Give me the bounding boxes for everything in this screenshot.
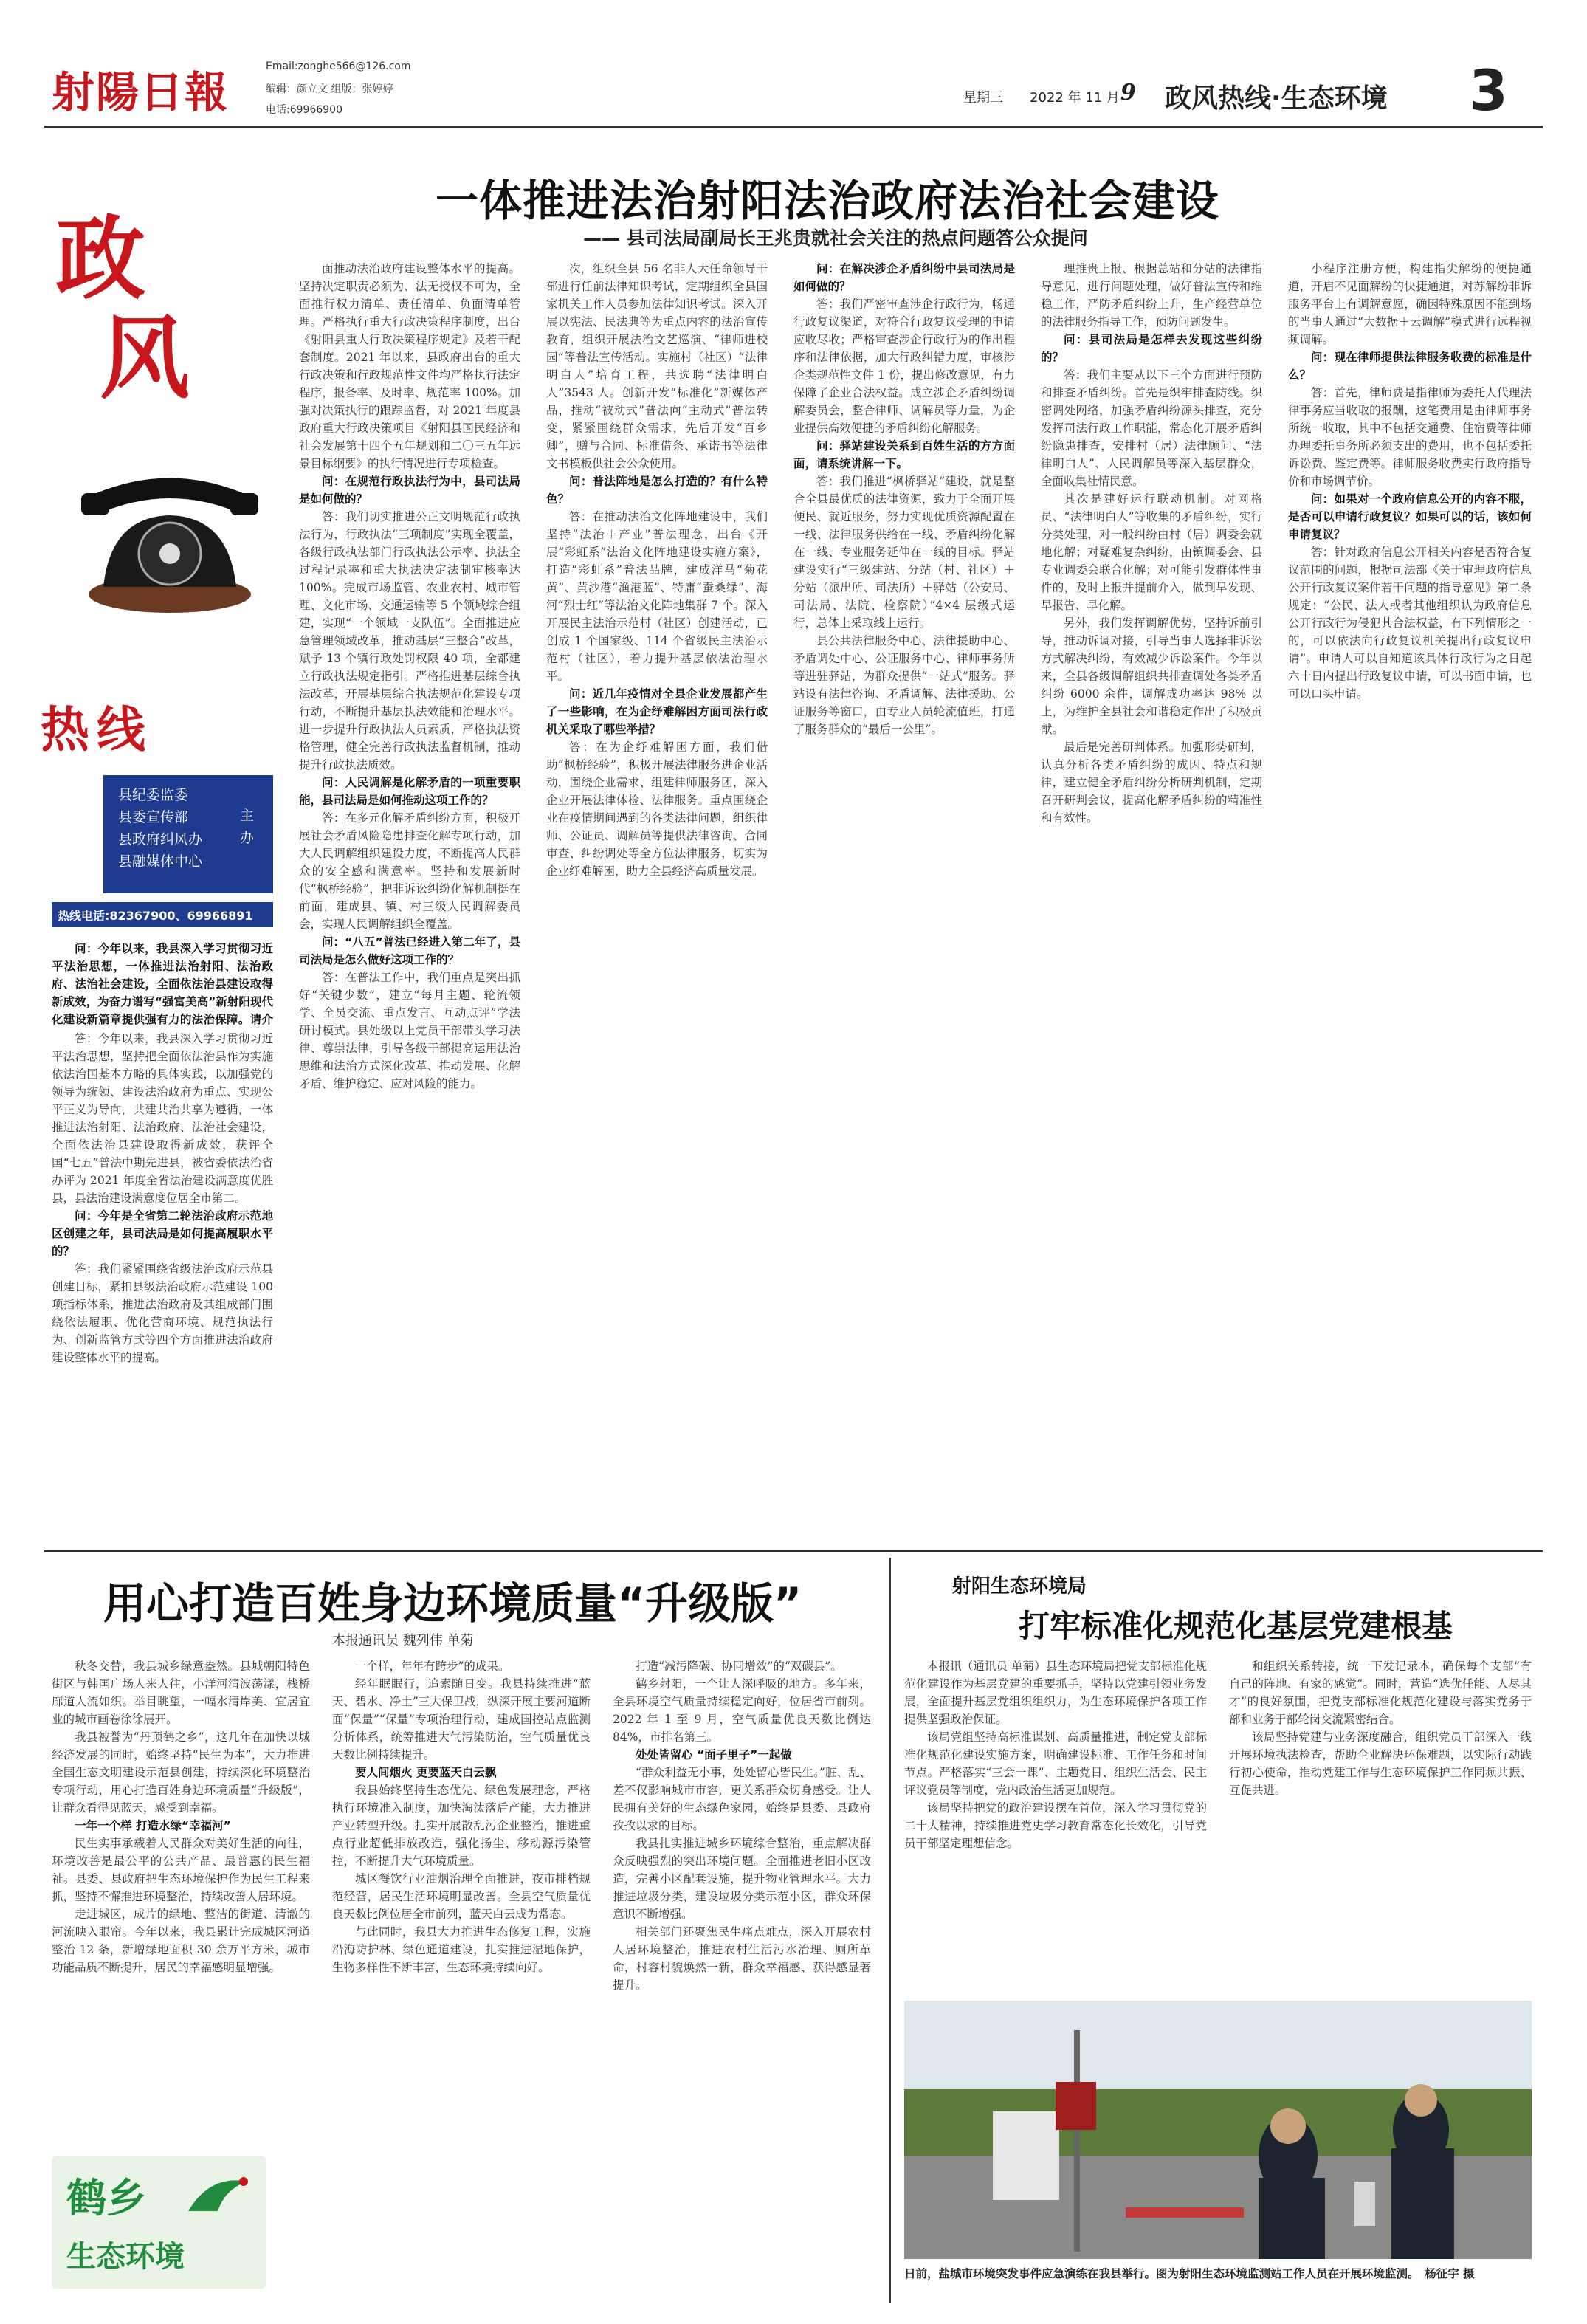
news-photo [904,2001,1532,2259]
env-byline: 本报通讯员 魏列伟 单菊 [332,1633,474,1649]
hotline-text: 热线电话:82367900、69966891 [58,909,253,923]
masthead: 射陽日報 [52,67,230,117]
main-col-5: 理推贵上报、根据总站和分站的法律指导意见，进行问题处理，做好普法宣传和维稳工作，严防矛盾纠纷上升，生产经营单位的法律服务指导工作，预防问题发生。 问：县司法局是怎样去发现这些纠纷的？ 答：我们主要从以下三个方面进行预防和排查矛盾纠纷。首先是织牢排查防线。织密调处网络，加强矛盾纠纷源头排查，充分发挥司法行政工作职能，常态化开展矛盾纠纷隐患排查，安排村（居）法律顾问、“法律明白人”、人民调解员等深入基层群众，全面收集社情民意。 其次是建好运行联动机制。对网格员、“法律明白人”等收集的矛盾纠纷，实行分类处理，对一般纠纷由村（居）调委会就地化解；对疑难复杂纠纷，由镇调委会、县专业调委会联合化解；对可能引发群体性事件的，及时上报并提前介入，做到早发现、早报告、早化解。 另外，我们发挥调解优势，坚持诉前引导，推动诉调对接，引导当事人选择非诉讼方式解决纠纷，有效减少诉讼案件。今年以来，全县各级调解组织共排查调处各类矛盾纠纷 6000 余件，调解成功率达 98% 以上，为维护全县社会和谐稳定作出了积极贡献。 最后是完善研判体系。加强形势研判，认真分析各类矛盾纠纷的成因、特点和规律，建立健全矛盾纠纷分析研判机制，定期召开研判会议，提高化解矛盾纠纷的精准性和有效性。 [1041,262,1262,825]
section-divider [44,1550,1543,1552]
section-title: 政风热线·生态环境 [1165,83,1388,114]
main-col-3: 次，组织全县 56 名非人大任命领导干部进行任前法律知识考试，定期组织全县国家机关工作人员参加法律知识考试。深入开展以宪法、民法典等为重点内容的法治宣传教育，组织开展法治文艺巡演、“律师进校园”等普法宣传活动。实施村（社区）“法律明白人”培育工程，共选聘“法律明白人”3543 人。创新开发“标准化”新媒体产品，推动“被动式”普法向“主动式”普法转变，紧紧围绕群众需求，先后开发“百乡卿”，赠与合同、标准借条、承诺书等法律文书模板供社会公众使用。 问：普法阵地是怎么打造的？有什么特色？ 答：在推动法治文化阵地建设中，我们坚持“法治＋产业”普法理念，出台《开展“彩虹系”法治文化阵地建设实施方案》，打造“彩虹系”普法品牌，建成洋马“菊花黄”、黄沙港“渔港蓝”、特庸“蚕桑绿”、海河“烈士红”等法治文化阵地集群 7 个。深入开展民主法治示范村（社区）创建活动，已创成 1 个国家级、114 个省级民主法治示范村（社区），着力提升基层依法治理水平。 问：近几年疫情对全县企业发展都产生了一些影响，在为企纾难解困方面司法行政机关采取了哪些举措？ 答：在为企纾难解困方面，我们借助“枫桥经验”，积极开展法律服务进企业活动，围绕企业需求、组建律师服务团，深入企业开展法律体检、法律服务。重点围绕企业在疫情期间遇到的各类法律问题，组织律师、公证员、调解员等提供法律咨询、合同审查、纠纷调处等全方位法律服务，切实为企业纾难解困，助力全县经济高质量发展。 [546,262,768,878]
header-weekday: 星期三 [963,90,1003,106]
logo-text-1: 鹤乡 [66,2174,146,2221]
header-day: 9 [1120,80,1136,106]
header-email: Email:zonghe566@126.com [266,61,411,72]
sidebar-title-zheng: 政 [55,205,145,312]
organizer-item: 县委宣传部 [118,809,189,825]
photo-caption-text: 日前，盐城市环境突发事件应急演练在我县举行。图为射阳生态环境监测站工作人员在开展环境监测。 杨征宇 摄 [904,2266,1475,2280]
header-phone: 电话:69966900 [266,104,342,116]
right-column-rule [889,1558,891,2303]
header-editors: 编辑：颜立文 组版：张婷婷 [266,83,393,95]
main-col-2: 面推动法治政府建设整体水平的提高。坚持决定职责必须为、法无授权不可为，全面推行权力清单、责任清单、负面清单管理。严格执行重大行政决策程序制度，出台《射阳县重大行政决策程序规定》及若干配套制度。2021 年以来，县政府出台的重大行政决策和行政规范性文件均严格执行法定程序，报备率、及时率、规范率 100%。加强对决策执行的跟踪监督，对 2021 年度县政府重大行政决策项目《射阳县国民经济和社会发展第十四个五年规划和二〇三五年远景目标纲要》的执行情况进行专项检查。 问：在规范行政执法行为中，县司法局是如何做的？ 答：我们切实推进公正文明规范行政执法行为，行政执法“三项制度”实现全覆盖，各级行政执法部门行政执法公示率、执法全过程记录率和重大执法决定法制审核率达 100%。完成市场监管、农业农村、城市管理、文化市场、交通运输等 5 个领域综合组建，实现“一个领域一支队伍”。全面推进应急管理领域改革，推动基层“三整合”改革，赋予 13 个镇行政处罚权限 40 项，全都建立行政执法规定指引。严格推进基层综合执法改革，开展基层综合执法规范化建设专项行动，不断提升基层执法效能和治理水平。进一步提升行政执法人员素质，严格执法资格管理，健全完善行政执法监督机制，推动提升行政执法质效。 问：人民调解是化解矛盾的一项重要职能，县司法局是如何推动这项工作的？ 答：在多元化解矛盾纠纷方面，积极开展社会矛盾风险隐患排查化解专项行动，加大人民调解组织建设力度，不断提高人民群众的安全感和满意率。坚持和发展新时代“枫桥经验”，把非诉讼纠纷化解机制挺在前面，建成县、镇、村三级人民调解委员会，实现人民调解组织全覆盖。 问：“八五”普法已经进入第二年了，县司法局是怎么做好这项工作的？ 答：在普法工作中，我们重点是突出抓好“关键少数”，建立“每月主题、轮流领学、全员交流、重点发言、互动点评”学法研讨模式。县处级以上党员干部带头学习法律、尊崇法律，引导各级干部提高运用法治思维和法治方式深化改革、推动发展、化解矛盾、维护稳定、应对风险的能力。 [299,262,520,1090]
env-col-2: 一个样，年年有跨步”的成果。 经年眠眠行，追索随日变。我县持续推进“蓝天、碧水、净土”三大保卫战，纵深开展主要河道断面“保量”“保量”专项治理行动，建成国控站点监测分析体系，统筹推进大气污染防治，空气质量优良天数比例持续提升。 要人间烟火 更要蓝天白云飘 我县始终坚持生态优先、绿色发展理念，严格执行环境准入制度，加快淘汰落后产能，大力推进产业转型升级。扎实开展散乱污企业整治，推进重点行业超低排放改造，强化扬尘、移动源污染管控，不断提升大气环境质量。 城区餐饮行业油烟治理全面推进，夜市排档规范经营，居民生活环境明显改善。全县空气质量优良天数比例位居全市前列，蓝天白云成为常态。 与此同时，我县大力推进生态修复工程，实施沿海防护林、绿色通道建设，扎实推进湿地保护，生物多样性不断丰富，生态环境持续向好。 [332,1660,591,1974]
env-col-1: 秋冬交替，我县城乡绿意盎然。县城朝阳特色街区与韩国广场人来人往，小洋河清波荡漾，栈桥廊道人流如织。举目眺望，一幅水清岸美、宜居宜业的城市画卷徐徐展开。 我县被誉为“丹顶鹤之乡”，这几年在加快以城经济发展的同时，始终坚持“民生为本”，大力推进全国生态文明建设示范县创建，持续深化环境整治专项行动，用心打造百姓身边环境质量“升级版”，让群众看得见蓝天，感受到幸福。 一年一个样 打造水绿“幸福河” 民生实事承载着人民群众对美好生活的向往，环境改善是最公平的公共产品、最普惠的民生福祉。县委、县政府把生态环境保护作为民生工程来抓，坚持不懈推进环境整治，持续改善人居环境。 走进城区，成片的绿地、整洁的街道、清澈的河流映入眼帘。今年以来，我县累计完成城区河道整治 12 条，新增绿地面积 30 余万平方米，城市功能品质不断提升，居民的幸福感明显增强。 [52,1660,310,1974]
sidebar-title-feng: 风 [100,305,190,411]
main-col-1: 答：今年以来，我县深入学习贯彻习近平法治思想，坚持把全面依法治县作为实施依法治国基本方略的具体实践，以加强党的领导为统领、建设法治政府为重点、实现公平正义为导向，共建共治共享为遵循，一体推进法治射阳、法治政府、法治社会建设，全面依法治县建设取得新成效，获评全国“七五”普法中期先进县，被省委依法治省办评为 2021 年度全省法治建设满意度优胜县，县法治建设满意度位居全市第二。 问：今年是全省第二轮法治政府示范地区创建之年，县司法局是如何提高履职水平的？ 答：我们紧紧围绕省级法治政府示范县创建目标，紧扣县级法治政府示范建设 100 项指标体系，推进法治政府及其组成部门围绕依法履职、优化营商环境、规范执法行为、创新监管方式等四个方面推进法治政府建设整体水平的提高。 [52,1032,273,1364]
organizer-item: 县政府纠风办 [118,831,203,848]
party-col-1: 本报讯（通讯员 单菊）县生态环境局把党支部标准化规范化建设作为基层党建的重要抓手，坚持以党建引领业务发展，全面提升基层党组织组织力，为生态环境保护各项工作提供坚强政治保证。 该局党组坚持高标准谋划、高质量推进，制定党支部标准化规范化建设实施方案，明确建设标准、工作任务和时间节点。严格落实“三会一课”、主题党日、组织生活会、民主评议党员等制度，党内政治生活更加规范。 该局坚持把党的政治建设摆在首位，深入学习贯彻党的二十大精神，持续推进党史学习教育常态化长效化，引导党员干部坚定理想信念。 [904,1660,1207,1850]
header-rule [44,126,1543,128]
crane-icon [181,2167,255,2226]
header-date: 2022 年 11 月 [1030,90,1120,106]
sidebar-title-rexian: 热线 [41,701,153,758]
env-headline: 用心打造百姓身边环境质量“升级版” [103,1578,802,1629]
main-col-6: 小程序注册方便，构建指尖解纷的便捷通道，开启不见面解纷的快捷通道，对苏解纷非诉服务平台上有调解意愿，确因特殊原因不能到场的当事人通过“大数据＋云调解”模式进行远程视频调解。 问：现在律师提供法律服务收费的标准是什么？ 答：首先，律师费是指律师为委托人代理法律事务应当收取的报酬，这笔费用是由律师事务所统一收取，其中不包括交通费、住宿费等律师办理委托事务所必须支出的费用，也不包括委托诉讼费、鉴定费等。律师服务收费实行政府指导价和市场调节价。 问：如果对一个政府信息公开的内容不服，是否可以申请行政复议？如果可以的话，该如何申请复议？ 答：针对政府信息公开相关内容是否符合复议范围的问题，根据司法部《关于审理政府信息公开行政复议案件若干问题的指导意见》第二条规定：“公民、法人或者其他组织认为政府信息公开行政行为侵犯其合法权益，有下列情形之一的，可以依法向行政复议机关提出行政复议申请”。申请人可以自知道该具体行政行为之日起六十日内提出行政复议申请，可以书面申请，也可以口头申请。 [1288,262,1532,701]
telephone-icon [70,428,269,620]
intro-question: 问：今年以来，我县深入学习贯彻习近平法治思想，一体推进法治射阳、法治政府、法治社会建设，全面依法治县建设取得新成效，为奋力谱写“强富美高”新射阳现代化建设新篇章提供强有力的法治保障。请介 [52,942,273,1026]
party-col-2: 和组织关系转接，统一下发记录本，确保每个支部“有自己的阵地、有家的感觉”。同时，营造“选优任能、人尽其才”的良好氛围，把党支部标准化规范化建设与落实党务于部和业务于部轮岗交流紧密结合。 该局坚持党建与业务深度融合，组织党员干部深入一线开展环境执法检查，帮助企业解决环保难题，以实际行动践行初心使命，推动党建工作与生态环境保护工作同频共振、互促共进。 [1229,1660,1532,1797]
organizer-item: 县纪委监委 [118,787,189,803]
main-col-4: 问：在解决涉企矛盾纠纷中县司法局是如何做的？ 答：我们严密审查涉企行政行为，畅通行政复议渠道，对符合行政复议受理的申请应收尽收；严格审查涉企行政行为的作出程序和法律依据，加大行政纠错力度，审核涉企类规范性文件 1 份，提出修改意见，有力保障了企业合法权益。成立涉企矛盾纠纷调解委员会，整合律师、调解员等力量，为企业提供高效便捷的矛盾纠纷化解服务。 问：驿站建设关系到百姓生活的方方面面，请系统讲解一下。 答：我们推进“枫桥驿站”建设，就是整合全县最优质的法律资源，致力于全面开展便民、就近服务，努力实现优质资源配置在一线、法律服务供给在一线、矛盾纠纷化解在一线、专业服务延伸在一线的目标。驿站建设实行“三级建站、分站（村、社区）＋分站（派出所、司法所）＋驿站（公安局、司法局、法院、检察院）”4×4 层级式运行，总体上采取线上运行。 县公共法律服务中心、法律援助中心、矛盾调处中心、公证服务中心、律师事务所等进驻驿站，为群众提供“一站式”服务。驿站设有法律咨询、矛盾调解、法律援助、公证服务等窗口，由专业人员轮流值班，打通了服务群众的“最后一公里”。 [794,262,1015,736]
main-headline: 一体推进法治射阳法治政府法治社会建设 [436,176,1220,226]
photo-caption [904,2265,1532,2309]
organizer-item: 县融媒体中心 [118,853,203,870]
page-number: 3 [1469,58,1508,123]
party-kicker: 射阳生态环境局 [952,1575,1087,1598]
party-headline: 打牢标准化规范化基层党建根基 [1019,1608,1453,1644]
logo-text-2: 生态环境 [66,2240,185,2274]
organizer-host-label: 主办 [240,808,255,846]
env-col-3: 打造“减污降碳、协同增效”的“双碳县”。 鹤乡射阳，一个让人深呼吸的地方。多年来，全县环境空气质量持续稳定向好，位居省市前列。2022 年 1 至 9 月，空气质量优良天数比例达 84%，市排名第三。 处处皆留心 “面子里子”一起做 “群众利益无小事，处处留心皆民生。”脏、乱、差不仅影响城市市容，更关系群众切身感受。让人民拥有美好的生态绿色家园，始终是县委、县政府孜孜以求的目标。 我县扎实推进城乡环境综合整治，重点解决群众反映强烈的突出环境问题。全面推进老旧小区改造，完善小区配套设施，提升物业管理水平。大力推进垃圾分类，建设垃圾分类示范小区，群众环保意识不断增强。 相关部门还聚焦民生痛点难点，深入开展农村人居环境整治，推进农村生活污水治理、厕所革命，村容村貌焕然一新，群众幸福感、获得感显著提升。 [613,1660,871,1992]
organizer-list [118,784,202,873]
main-subheadline: —— 县司法局副局长王兆贵就社会关注的热点问题答公众提问 [583,227,1088,249]
